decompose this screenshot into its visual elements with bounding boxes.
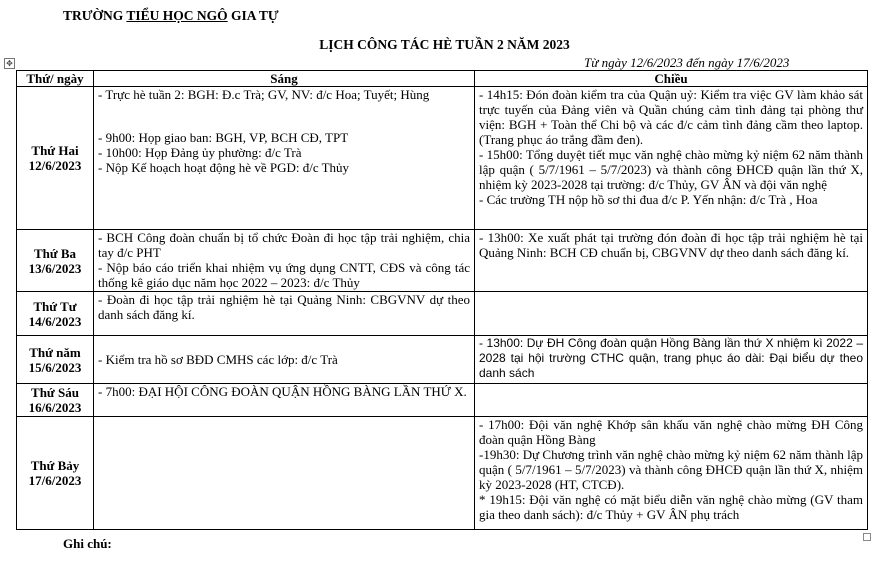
- table-row: [17, 417, 868, 530]
- day-date: 14/6/2023: [28, 313, 82, 329]
- header-afternoon: Chiều: [475, 71, 868, 87]
- afternoon-item: - 14h15: Đón đoàn kiểm tra của Quận uỷ: Kiểm tra việc GV làm khảo sát trực tuyến của Đảng viên và Quần chúng cảm tình đảng tại phòng thư viện: BGH + Toàn thể Chi bộ và các đ/c cảm tình đảng cầm theo laptop. (Trang phục áo trắng đầm đen).: [479, 87, 863, 147]
- day-cell: [17, 87, 94, 230]
- day-name: Thứ Sáu: [31, 385, 79, 400]
- morning-cell: [94, 292, 475, 336]
- move-arrows-icon[interactable]: ✥: [4, 58, 15, 69]
- day-date: 16/6/2023: [28, 400, 82, 415]
- morning-item: - Trực hè tuần 2: BGH: Đ.c Trà; GV, NV: đ/c Hoa; Tuyết; Hùng: [98, 87, 430, 102]
- school-underlined: TIỂU HỌC NGÔ: [126, 8, 228, 23]
- day-cell: [17, 292, 94, 336]
- document-title: LỊCH CÔNG TÁC HÈ TUẦN 2 NĂM 2023: [319, 37, 570, 52]
- morning-cell: [94, 336, 475, 384]
- morning-spacer: [98, 102, 470, 130]
- morning-cell: [94, 384, 475, 417]
- morning-item: - Nộp báo cáo triển khai nhiệm vụ ứng dụng CNTT, CĐS và công tác thống kê giáo dục năm học 2022 – 2023: đ/c Thủy: [98, 260, 470, 290]
- note-label: Ghi chú:: [63, 536, 112, 551]
- afternoon-cell: [475, 87, 868, 230]
- day-cell: [17, 230, 94, 292]
- header-day: Thứ/ ngày: [17, 71, 94, 87]
- afternoon-item: - 15h00: Tổng duyệt tiết mục văn nghệ chào mừng kỷ niệm 62 năm thành lập quận ( 5/7/1961 – 5/7/2023) và thành công ĐHCĐ quận lần thứ X, nhiệm kỳ 2023-2028 tại trường: đ/c Thủy, GV ÂN và đội văn nghệ: [479, 147, 863, 192]
- afternoon-item: - 13h00: Dự ĐH Công đoàn quận Hồng Bàng lần thứ X nhiệm kì 2022 – 2028 tại hội trường CTHC quận, trang phục áo dài: Đại biểu dự theo danh sách: [479, 336, 863, 380]
- afternoon-item: - Các trường TH nộp hồ sơ thi đua đ/c P. Yến nhận: đ/c Trà , Hoa: [479, 192, 818, 207]
- header-morning: Sáng: [94, 71, 475, 87]
- day-cell: [17, 384, 94, 417]
- afternoon-item: - 17h00: Đội văn nghệ Khớp sân khấu văn nghệ chào mừng ĐH Công đoàn quận Hồng Bàng: [479, 417, 863, 447]
- schedule-table: [16, 70, 868, 530]
- date-range: Từ ngày 12/6/2023 đến ngày 17/6/2023: [584, 55, 790, 70]
- school-suffix: GIA TỰ: [227, 8, 279, 23]
- day-name: Thứ Ba: [33, 245, 77, 261]
- day-date: 13/6/2023: [28, 260, 82, 276]
- day-name: Thứ Hai: [31, 143, 79, 158]
- table-row: [17, 230, 868, 292]
- day-cell: [17, 336, 94, 384]
- afternoon-cell: [475, 384, 868, 417]
- table-row: [17, 87, 868, 230]
- table-row: [17, 336, 868, 384]
- school-prefix: TRƯỜNG: [63, 8, 127, 23]
- afternoon-item: - 13h00: Xe xuất phát tại trường đón đoàn đi học tập trải nghiệm hè tại Quảng Ninh: BCH CĐ chuẩn bị, CBGVNV dự theo danh sách đăng kí.: [479, 230, 863, 260]
- morning-cell: [94, 230, 475, 292]
- morning-item: - 10h00: Họp Đảng ủy phường: đ/c Trà: [98, 145, 302, 160]
- day-date: 17/6/2023: [28, 473, 82, 488]
- morning-item: - BCH Công đoàn chuẩn bị tổ chức Đoàn đi học tập trải nghiệm, chia tay đ/c PHT: [98, 230, 470, 260]
- morning-cell: [94, 417, 475, 530]
- morning-item: - 9h00: Họp giao ban: BGH, VP, BCH CĐ, TPT: [98, 130, 349, 145]
- school-name: [63, 8, 279, 24]
- morning-item: - Đoàn đi học tập trải nghiệm hè tại Quảng Ninh: CBGVNV dự theo danh sách đăng kí.: [98, 292, 470, 322]
- morning-item: - Kiểm tra hồ sơ BĐD CMHS các lớp: đ/c Trà: [98, 352, 338, 367]
- afternoon-item: * 19h15: Đội văn nghệ có mặt biểu diễn văn nghệ chào mừng (GV tham gia theo danh sách): đ/c Thủy + GV ÂN phụ trách: [479, 492, 863, 522]
- day-name: Thứ năm: [29, 344, 81, 360]
- afternoon-cell: [475, 292, 868, 336]
- afternoon-cell: [475, 417, 868, 530]
- table-row: [17, 292, 868, 336]
- morning-item: - Nộp Kế hoạch hoạt động hè về PGD: đ/c Thủy: [98, 160, 350, 175]
- morning-item: - 7h00: ĐẠI HỘI CÔNG ĐOÀN QUẬN HỒNG BÀNG LẦN THỨ X.: [98, 384, 467, 399]
- day-date: 12/6/2023: [28, 158, 82, 173]
- day-date: 15/6/2023: [28, 359, 82, 375]
- morning-cell: [94, 87, 475, 230]
- day-cell: [17, 417, 94, 530]
- afternoon-item: -19h30: Dự Chương trình văn nghệ chào mừng kỷ niệm 62 năm thành lập quận ( 5/7/1961 – 5/7/2023) và thành công ĐHCĐ quận lần thứ X, nhiệm kỳ 2023-2028 (HT, CTCĐ).: [479, 447, 863, 492]
- header-row: [17, 71, 868, 87]
- afternoon-cell: [475, 336, 868, 384]
- day-name: Thứ Tư: [33, 298, 77, 314]
- table-row: [17, 384, 868, 417]
- resize-handle-icon[interactable]: [863, 533, 871, 541]
- afternoon-cell: [475, 230, 868, 292]
- day-name: Thứ Bảy: [30, 458, 80, 473]
